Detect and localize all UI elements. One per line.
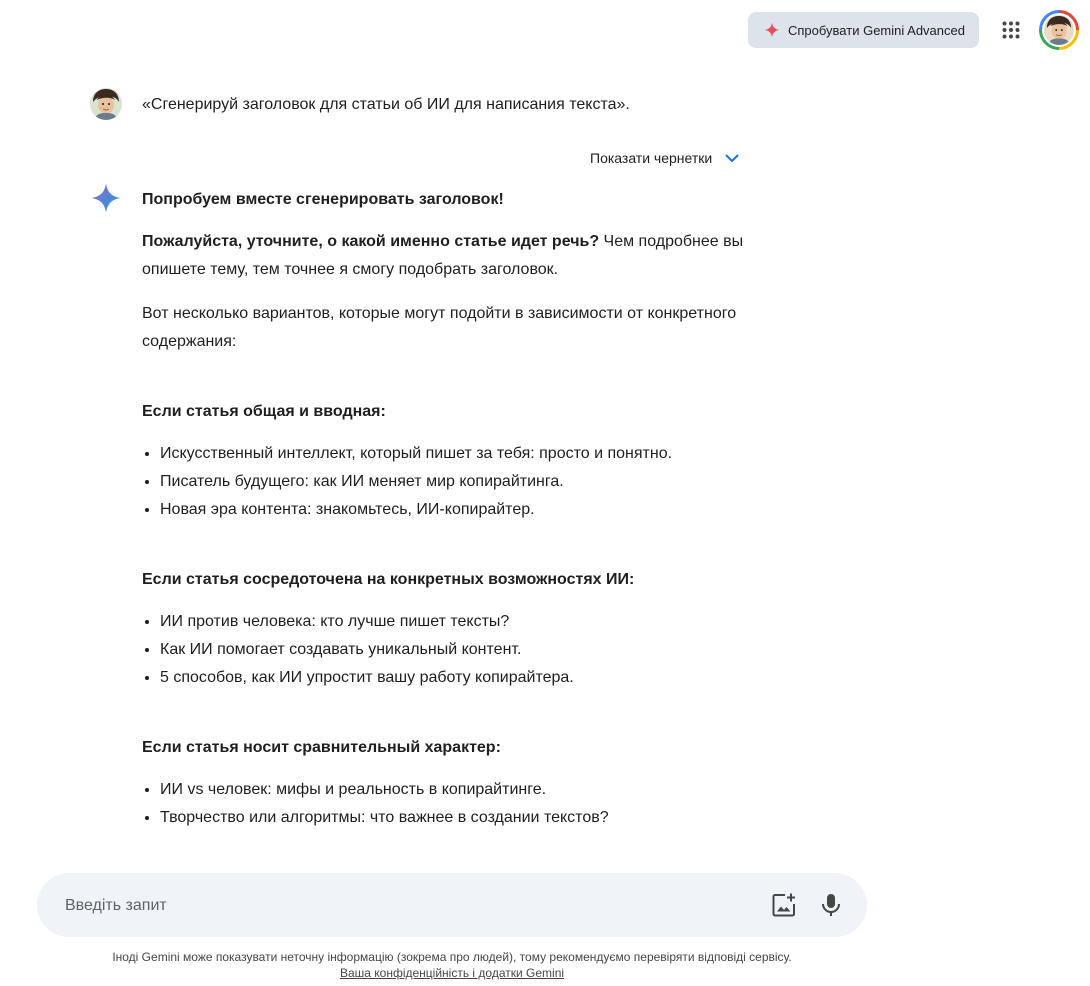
response-intro: Вот несколько вариантов, которые могут подойти в зависимости от конкретного содержания: [142, 305, 737, 350]
list-item: • 5 способов, как ИИ упростит вашу работу копирайтера. [160, 664, 772, 692]
try-gemini-advanced-button[interactable] [748, 12, 979, 48]
account-avatar [1044, 15, 1074, 45]
account-avatar-frame [1042, 13, 1076, 47]
disclaimer [37, 949, 867, 981]
privacy-link[interactable]: Ваша конфіденційність і додатки Gemini [339, 966, 565, 980]
user-avatar [90, 88, 122, 120]
show-drafts-label: Показати чернетки [590, 150, 713, 166]
microphone-icon[interactable] [819, 892, 843, 918]
section-heading: Если статья общая и вводная: [142, 403, 386, 420]
response-title: Попробуем вместе сгенерировать заголовок! [142, 191, 504, 208]
title-list [142, 440, 772, 524]
gemini-response [142, 186, 772, 874]
section-heading: Если статья сосредоточена на конкретных возможностях ИИ: [142, 571, 635, 588]
google-apps-button[interactable] [995, 14, 1027, 46]
account-button[interactable] [1039, 10, 1079, 50]
response-clarify-bold: Пожалуйста, уточните, о какой именно статье идет речь? [142, 233, 600, 250]
sparkle-icon [764, 22, 780, 38]
title-list [142, 608, 772, 692]
list-item: • Новая эра контента: знакомьтесь, ИИ-копирайтер. [160, 496, 772, 524]
response-clarify-rest: Чем подробнее вы опишете тему, тем точнее я смогу подобрать заголовок. [142, 233, 744, 278]
chevron-down-icon [724, 150, 740, 166]
user-prompt-text: «Сгенерируй заголовок для статьи об ИИ для написания текста». [142, 96, 630, 113]
list-item: • Писатель будущего: как ИИ меняет мир копирайтинга. [160, 468, 772, 496]
prompt-bar [37, 873, 867, 937]
show-drafts-button[interactable] [584, 146, 746, 170]
list-item: • ИИ против человека: кто лучше пишет тексты? [160, 608, 772, 636]
disclaimer-text: Іноді Gemini може показувати неточну інформацію (зокрема про людей), тому рекомендуємо перевіряти відповіді сервісу. [112, 950, 792, 964]
add-image-icon[interactable] [771, 892, 797, 918]
response-clarify [142, 228, 772, 284]
list-item: • Как ИИ помогает создавать уникальный контент. [160, 636, 772, 664]
section-heading: Если статья носит сравнительный характер: [142, 739, 501, 756]
list-item: • Творчество или алгоритмы: что важнее в создании текстов? [160, 804, 772, 832]
gemini-sparkle-icon [90, 182, 122, 214]
title-list [142, 776, 772, 832]
apps-grid-icon [1002, 21, 1020, 39]
prompt-input[interactable] [63, 893, 727, 919]
list-item: • ИИ vs человек: мифы и реальность в копирайтинге. [160, 776, 772, 804]
try-gemini-advanced-label: Спробувати Gemini Advanced [788, 22, 965, 38]
list-item: • Искусственный интеллект, который пишет за тебя: просто и понятно. [160, 440, 772, 468]
